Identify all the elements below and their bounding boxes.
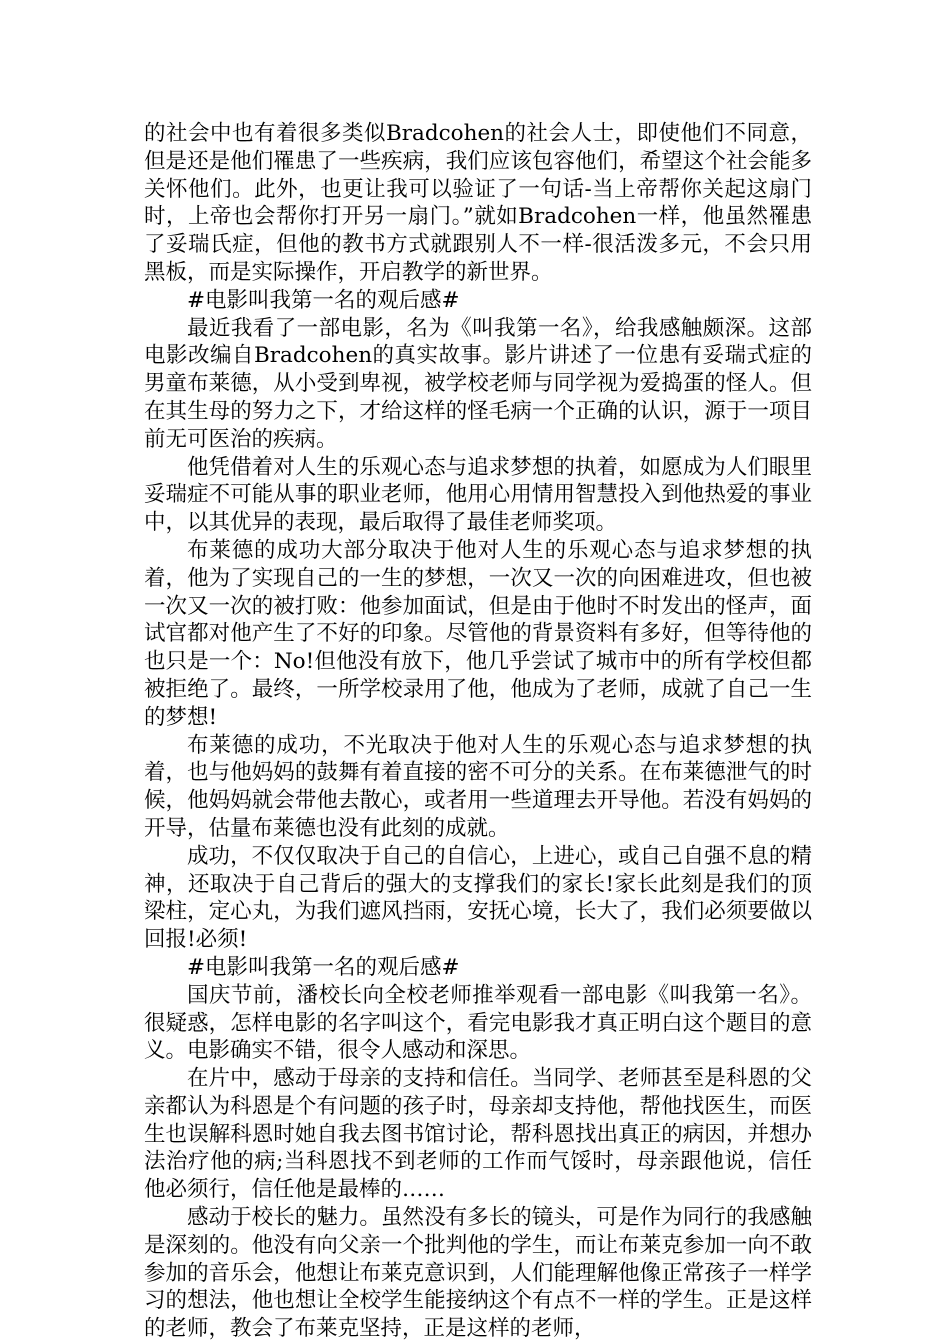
document-page: [144, 120, 812, 1343]
paragraph: 感动于校长的魅力。虽然没有多长的镜头，可是作为同行的我感触是深刻的。他没有向父亲一个批判他的学生，而让布莱克参加一向不敢参加的音乐会，他想让布莱克意识到，人们能理解他像正常孩子一样学习的想法，他也想让全校学生能接纳这个有点不一样的学生。正是这样的老师，教会了布莱克坚持，正是这样的老师，: [144, 1205, 812, 1342]
paragraph: 在片中，感动于母亲的支持和信任。当同学、老师甚至是科恩的父亲都认为科恩是个有问题的孩子时，母亲却支持他，帮他找医生，而医生也误解科恩时她自我去图书馆讨论，帮科恩找出真正的病因，并想办法治疗他的病;当科恩找不到老师的工作而气馁时，母亲跟他说，信任他必须行，信任他是最棒的……: [144, 1066, 812, 1203]
paragraph: 布莱德的成功，不光取决于他对人生的乐观心态与追求梦想的执着，也与他妈妈的鼓舞有着直接的密不可分的关系。在布莱德泄气的时候，他妈妈就会带他去散心，或者用一些道理去开导他。若没有妈妈的开导，估量布莱德也没有此刻的成就。: [144, 732, 812, 841]
paragraph-continued: 的社会中也有着很多类似Bradcohen的社会人士，即使他们不同意，但是还是他们罹患了一些疾病，我们应该包容他们，希望这个社会能多关怀他们。此外，也更让我可以验证了一句话-当上帝帮你关起这扇门时，上帝也会帮你打开另一扇门。”就如Bradcohen一样，他虽然罹患了妥瑞氏症，但他的教书方式就跟别人不一样-很活泼多元，不会只用黑板，而是实际操作，开启教学的新世界。: [144, 121, 812, 285]
section-heading: #电影叫我第一名的观后感#: [187, 287, 460, 313]
paragraph: 国庆节前，潘校长向全校老师推举观看一部电影《叫我第一名》。很疑惑，怎样电影的名字叫这个，看完电影我才真正明白这个题目的意义。电影确实不错，很令人感动和深思。: [144, 982, 812, 1064]
paragraph: 最近我看了一部电影，名为《叫我第一名》，给我感触颇深。这部电影改编自Bradcohen的真实故事。影片讲述了一位患有妥瑞式症的男童布莱德，从小受到卑视，被学校老师与同学视为爱捣蛋的怪人。但在其生母的努力之下，才给这样的怪毛病一个正确的认识，源于一项目前无可医治的疾病。: [144, 315, 812, 452]
paragraph: 成功，不仅仅取决于自己的自信心，上进心，或自己自强不息的精神，还取决于自己背后的强大的支撑我们的家长!家长此刻是我们的顶梁柱，定心丸，为我们遮风挡雨，安抚心境，长大了，我们必须要做以回报!必须!: [144, 843, 812, 953]
paragraph: 他凭借着对人生的乐观心态与追求梦想的执着，如愿成为人们眼里妥瑞症不可能从事的职业老师，他用心用情用智慧投入到他热爱的事业中，以其优异的表现，最后取得了最佳老师奖项。: [144, 454, 812, 536]
section-heading: #电影叫我第一名的观后感#: [187, 954, 460, 980]
paragraph: 布莱德的成功大部分取决于他对人生的乐观心态与追求梦想的执着，他为了实现自己的一生的梦想，一次又一次的向困难进攻，但也被一次又一次的被打败：他参加面试，但是由于他时不时发出的怪声，面试官都对他产生了不好的印象。尽管他的背景资料有多好，但等待他的也只是一个：No!但他没有放下，他几乎尝试了城市中的所有学校但都被拒绝了。最终，一所学校录用了他，他成为了老师，成就了自己一生的梦想!: [144, 537, 812, 730]
